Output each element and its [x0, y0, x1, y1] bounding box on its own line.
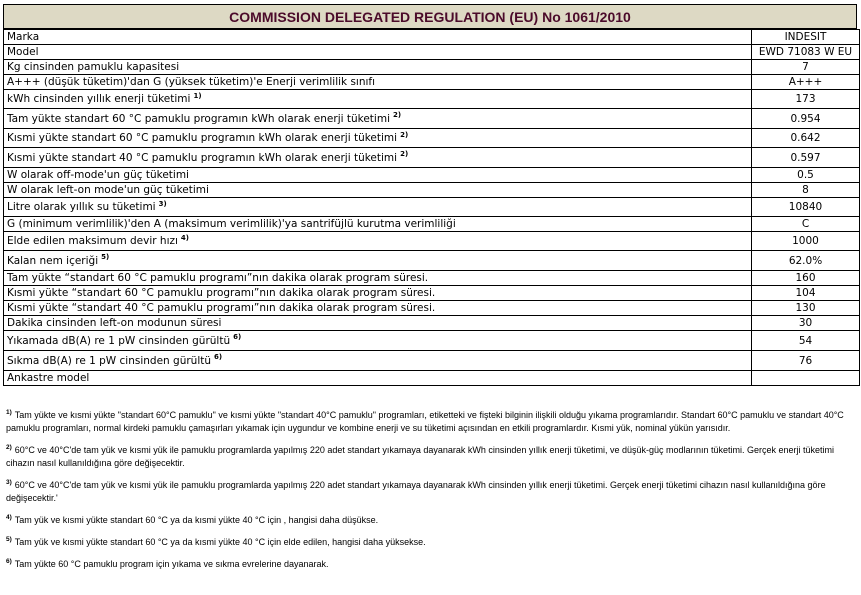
- row-value: 8: [752, 183, 860, 198]
- row-value: 160: [752, 271, 860, 286]
- row-value: C: [752, 217, 860, 232]
- table-row: [4, 75, 860, 90]
- table-row: [4, 183, 860, 198]
- row-value: 104: [752, 286, 860, 301]
- row-label-text: Kısmi yükte “standart 40 °C pamuklu programı”nın dakika olarak program süresi.: [7, 302, 436, 314]
- table-row: [4, 351, 860, 371]
- footnote-number: 1): [6, 409, 12, 416]
- row-label-text: Kısmi yükte “standart 60 °C pamuklu programı”nın dakika olarak program süresi.: [7, 287, 436, 299]
- row-label: [4, 90, 752, 109]
- table-row: [4, 271, 860, 286]
- row-label: [4, 129, 752, 148]
- table-row: [4, 301, 860, 316]
- row-label: [4, 331, 752, 351]
- row-value: A+++: [752, 75, 860, 90]
- row-label-text: Model: [7, 46, 39, 58]
- regulation-sheet: [3, 4, 857, 386]
- row-label: [4, 232, 752, 251]
- footnote-text: Tam yükte ve kısmi yükte "standart 60°C pamuklu" ve kısmi yükte "standart 40°C pamuklu" programları, etiketteki ve fişteki bilginin ilişkili olduğu yıkama programlarıdır. Standart 60°C pamuklu ve standart 40°C pamuklu programları, normal kirdeki pamuklu çamaşırları yıkamak için uygundur ve kombine enerji ve su tüketimi açısından en etkili programlardır. Kısmi yük, nominal yükün yarısıdır.: [6, 410, 844, 433]
- footnote-text: Tam yük ve kısmi yükte standart 60 °C ya da kısmi yükte 40 °C için elde edilen, hangisi daha yüksekse.: [14, 537, 426, 547]
- row-label-text: Kalan nem içeriği: [7, 254, 99, 267]
- footnote-text: Tam yükte 60 °C pamuklu program için yıkama ve sıkma evrelerine dayanarak.: [14, 559, 329, 569]
- row-value: EWD 71083 W EU: [752, 45, 860, 60]
- row-label-text: Sıkma dB(A) re 1 pW cinsinden gürültü: [7, 354, 212, 367]
- footnote-ref: 4): [180, 233, 189, 242]
- row-value: [752, 371, 860, 386]
- footnote-ref: 3): [158, 199, 167, 208]
- table-row: [4, 30, 860, 45]
- table-row: [4, 232, 860, 251]
- row-value: 54: [752, 331, 860, 351]
- row-label: [4, 217, 752, 232]
- table-row: [4, 286, 860, 301]
- row-label-text: Yıkamada dB(A) re 1 pW cinsinden gürültü: [7, 334, 231, 347]
- footnote-ref: 1): [193, 91, 202, 100]
- row-label-text: W olarak left-on mode'un güç tüketimi: [7, 184, 209, 196]
- table-row: [4, 109, 860, 129]
- footnote-text: 60°C ve 40°C'de tam yük ve kısmi yük ile pamuklu programlarda yapılmış 220 adet standart yıkamaya dayanarak kWh cinsinden yıllık enerji tüketimi. Gerçek enerji tüketimi cihazın nasıl kullanıldığına göre değişecektir.': [6, 480, 826, 503]
- table-row: [4, 251, 860, 271]
- table-row: [4, 148, 860, 168]
- footnote-number: 3): [6, 479, 12, 486]
- row-label-text: Kısmi yükte standart 60 °C pamuklu programın kWh olarak enerji tüketimi: [7, 132, 398, 144]
- footnote: [6, 441, 856, 470]
- table-row: [4, 45, 860, 60]
- row-label: [4, 183, 752, 198]
- footnote: [6, 533, 856, 549]
- footnote-ref: 6): [233, 333, 242, 341]
- row-label-text: Kg cinsinden pamuklu kapasitesi: [7, 61, 180, 73]
- row-value: 7: [752, 60, 860, 75]
- footnotes: [6, 406, 856, 577]
- row-value: INDESIT: [752, 30, 860, 45]
- footnote-ref: 2): [393, 111, 402, 119]
- table-row: [4, 129, 860, 148]
- table-row: [4, 60, 860, 75]
- row-label-text: Elde edilen maksimum devir hızı: [7, 235, 178, 247]
- footnote-ref: 2): [400, 150, 409, 158]
- row-label: [4, 75, 752, 90]
- row-label-text: Litre olarak yıllık su tüketimi: [7, 201, 156, 213]
- table-row: [4, 331, 860, 351]
- row-value: 0.642: [752, 129, 860, 148]
- table-row: [4, 198, 860, 217]
- footnote-ref: 6): [214, 353, 223, 361]
- row-label: [4, 301, 752, 316]
- row-label-text: A+++ (düşük tüketim)'dan G (yüksek tüketim)'e Enerji verimlilik sınıfı: [7, 76, 376, 88]
- row-label: [4, 60, 752, 75]
- row-label: [4, 316, 752, 331]
- row-label-text: Dakika cinsinden left-on modunun süresi: [7, 317, 222, 329]
- row-value: 0.5: [752, 168, 860, 183]
- page-title: COMMISSION DELEGATED REGULATION (EU) No 1061/2010: [3, 4, 857, 29]
- footnote: [6, 555, 856, 571]
- row-label-text: Tam yükte standart 60 °C pamuklu programın kWh olarak enerji tüketimi: [7, 112, 390, 125]
- row-value: 30: [752, 316, 860, 331]
- row-label: [4, 45, 752, 60]
- row-label: [4, 371, 752, 386]
- footnote: [6, 476, 856, 505]
- table-row: [4, 217, 860, 232]
- row-label-text: G (minimum verimlilik)'den A (maksimum verimlilik)'ya santrifüjlü kurutma verimliliği: [7, 218, 456, 230]
- row-label-text: Ankastre model: [7, 372, 90, 384]
- row-value: 0.954: [752, 109, 860, 129]
- footnote-text: 60°C ve 40°C'de tam yük ve kısmi yük ile pamuklu programlarda yapılmış 220 adet standart yıkamaya dayanarak kWh cinsinden yıllık enerji tüketimi, ve düşük-güç modlarının tüketimi. Gerçek enerji tüketimi cihazın nasıl kullanıldığına göre değişecektir.: [6, 445, 835, 468]
- footnote: [6, 511, 856, 527]
- footnote-ref: 5): [101, 253, 110, 261]
- row-label: [4, 286, 752, 301]
- row-label: [4, 168, 752, 183]
- row-label: [4, 351, 752, 371]
- row-label-text: Tam yükte “standart 60 °C pamuklu programı”nın dakika olarak program süresi.: [7, 272, 429, 284]
- spec-table: [3, 29, 860, 386]
- row-label-text: W olarak off-mode'un güç tüketimi: [7, 169, 189, 181]
- row-label-text: Kısmi yükte standart 40 °C pamuklu programın kWh olarak enerji tüketimi: [7, 151, 398, 164]
- footnote-number: 5): [6, 536, 12, 543]
- row-value: 130: [752, 301, 860, 316]
- footnote-text: Tam yük ve kısmi yükte standart 60 °C ya da kısmi yükte 40 °C için , hangisi daha düşükse.: [14, 515, 379, 525]
- row-label-text: Marka: [7, 31, 40, 43]
- row-value: 173: [752, 90, 860, 109]
- row-label: [4, 251, 752, 271]
- row-label: [4, 148, 752, 168]
- table-row: [4, 168, 860, 183]
- table-row: [4, 371, 860, 386]
- table-row: [4, 90, 860, 109]
- footnote-number: 6): [6, 558, 12, 565]
- row-value: 10840: [752, 198, 860, 217]
- row-value: 1000: [752, 232, 860, 251]
- row-value: 76: [752, 351, 860, 371]
- footnote-number: 2): [6, 444, 12, 451]
- row-label-text: kWh cinsinden yıllık enerji tüketimi: [7, 93, 191, 105]
- row-value: 0.597: [752, 148, 860, 168]
- footnote-ref: 2): [400, 130, 409, 139]
- footnote: [6, 406, 856, 435]
- row-label: [4, 198, 752, 217]
- footnote-number: 4): [6, 514, 12, 521]
- table-row: [4, 316, 860, 331]
- row-label: [4, 271, 752, 286]
- row-label: [4, 109, 752, 129]
- row-label: [4, 30, 752, 45]
- row-value: 62.0%: [752, 251, 860, 271]
